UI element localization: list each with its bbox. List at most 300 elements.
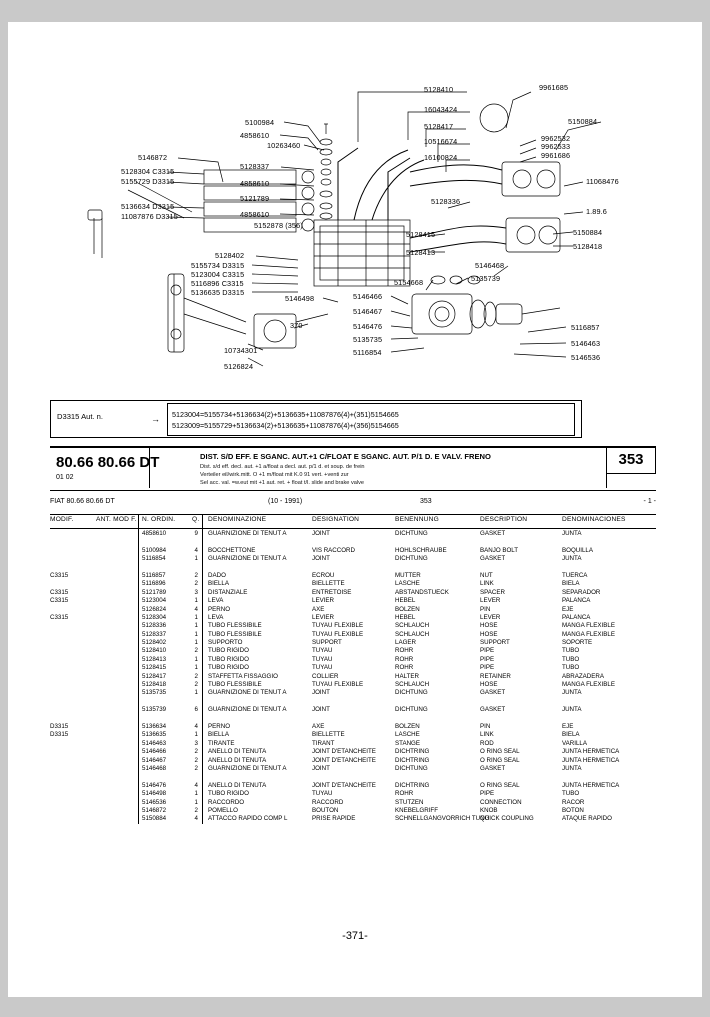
table-row	[50, 790, 656, 798]
cell-it: LEVA	[208, 613, 224, 621]
cell-de: ABSTANDSTUECK	[395, 588, 449, 596]
table-row	[50, 639, 656, 647]
cell-de: DICHTRING	[395, 781, 430, 789]
table-row	[50, 681, 656, 689]
col-q: Q.	[192, 516, 200, 523]
cell-en: BANJO BOLT	[480, 546, 519, 554]
cell-es: BIELA	[562, 580, 580, 588]
cell-q: 3	[194, 739, 198, 747]
cell-fr: AXE	[312, 722, 325, 730]
part-callout: 5128336	[431, 197, 461, 206]
cell-it: LEVA	[208, 597, 224, 605]
cell-q: 4	[194, 605, 198, 613]
cell-fr: JOINT D'ETANCHEITE	[312, 756, 376, 764]
cell-ord: 5136634	[142, 722, 167, 730]
cell-de: DICHTUNG	[395, 689, 428, 697]
assembly-description-fr: Dist. s/d eff. decl. aut. +1 a/float a decl. aut. p/1 d. et soup. de frein	[200, 464, 365, 470]
part-callout: 5116896 C3315	[191, 279, 244, 288]
page-margin-left	[0, 0, 8, 1017]
part-callout: 11087876 D3315	[121, 212, 178, 221]
cell-ord: 5146468	[142, 764, 167, 772]
cell-ord: 5146466	[142, 748, 167, 756]
part-callout: 5128413	[406, 248, 436, 257]
assembly-description-en: Sel acc. val. =w.eut mit +1 aut. ret. + float t/l. slide and brake valve	[200, 480, 365, 486]
cell-it: GUARNIZIONE DI TENUT A	[208, 530, 287, 537]
cell-en: GASKET	[480, 764, 506, 772]
cell-de: DICHTRING	[395, 748, 430, 756]
part-callout: 5150884	[568, 117, 598, 126]
cell-ord: 5146467	[142, 756, 167, 764]
cell-ord: 5126824	[142, 605, 167, 613]
exploded-parts-diagram	[8, 22, 702, 422]
part-callout: 9962533	[541, 142, 571, 151]
cell-it: TUBO RIGIDO	[208, 790, 249, 798]
cell-q: 4	[194, 815, 198, 823]
cell-mod: C3315	[50, 613, 69, 621]
part-callout: 11068476	[586, 177, 619, 186]
cell-q: 1	[194, 630, 198, 638]
part-callout: 5146466	[353, 292, 383, 301]
model-designation: 80.66 80.66 DT	[56, 454, 160, 471]
runhead-date: (10 - 1991)	[268, 498, 303, 505]
part-callout: 5146476	[353, 322, 383, 331]
cell-mod: C3315	[50, 571, 69, 579]
page-number: -371-	[342, 930, 368, 942]
cell-ord: 5146476	[142, 781, 167, 789]
cell-en: SPACER	[480, 588, 505, 596]
cell-fr: JOINT	[312, 530, 330, 537]
table-row	[50, 723, 656, 731]
cell-it: TIRANTE	[208, 739, 235, 747]
table-row	[50, 689, 656, 697]
cell-es: JUNTA	[562, 530, 582, 537]
part-callout: 5154668	[394, 278, 424, 287]
cell-en: KNOB	[480, 806, 498, 814]
table-row	[50, 773, 656, 781]
cell-es: SOPORTE	[562, 639, 593, 647]
table-row	[50, 580, 656, 588]
runhead-sheet: - 1 -	[643, 498, 656, 505]
cell-it: ATTACCO RAPIDO COMP L	[208, 815, 288, 823]
cell-es: JUNTA	[562, 689, 582, 697]
cell-q: 1	[194, 689, 198, 697]
cell-es: ABRAZADERA	[562, 672, 604, 680]
cell-de: DICHTUNG	[395, 706, 428, 714]
table-row	[50, 631, 656, 639]
part-callout: 5128417	[424, 122, 454, 131]
part-callout: 5128415	[406, 230, 436, 239]
cell-fr: JOINT D'ETANCHEITE	[312, 748, 376, 756]
cell-es: BOTON	[562, 806, 584, 814]
table-number-badge: 353	[606, 446, 656, 474]
cell-es: PALANCA	[562, 613, 591, 621]
cell-q: 4	[194, 546, 198, 554]
cell-en: GASKET	[480, 706, 506, 714]
cell-en: PIPE	[480, 647, 495, 655]
note-arrow-icon: →	[151, 414, 160, 424]
cell-es: TUERCA	[562, 571, 588, 579]
part-callout: 5128304 C3315	[121, 167, 175, 176]
cell-es: ATAQUE RAPIDO	[562, 815, 612, 823]
cell-q: 4	[194, 781, 198, 789]
cell-it: ANELLO DI TENUTA	[208, 756, 267, 764]
cell-ord: 5128417	[142, 672, 167, 680]
cell-es: EJE	[562, 722, 574, 730]
table-row	[50, 740, 656, 748]
table-row	[50, 698, 656, 706]
table-row	[50, 664, 656, 672]
table-row	[50, 538, 656, 546]
note-line-1: 5123004=5155734+5136634(2)+5136635+11087876(4)+(351)5154665	[172, 410, 399, 419]
cell-fr: ECROU	[312, 571, 335, 579]
cell-es: RACOR	[562, 798, 585, 806]
part-callout: 10734301	[224, 346, 258, 355]
table-row	[50, 606, 656, 614]
cell-de: SCHNELLGANGVORRICH TUNG	[395, 815, 490, 823]
cell-q: 1	[194, 622, 198, 630]
cell-de: HOHLSCHRAUBE	[395, 546, 447, 554]
cell-es: EJE	[562, 605, 574, 613]
cell-ord: 5116857	[142, 571, 166, 579]
cell-fr: JOINT	[312, 764, 330, 772]
cell-de: LAGER	[395, 639, 416, 647]
table-row	[50, 799, 656, 807]
cell-en: PIN	[480, 605, 491, 613]
cell-ord: 5146498	[142, 790, 167, 798]
cell-mod: C3315	[50, 588, 69, 596]
band-divider-1	[149, 446, 150, 488]
cell-fr: VIS RACCORD	[312, 546, 355, 554]
table-body	[50, 530, 656, 824]
cell-q: 4	[194, 722, 198, 730]
cell-es: VARILLA	[562, 739, 587, 747]
part-callout: 16043424	[424, 105, 458, 114]
cell-de: SCHLAUCH	[395, 681, 430, 689]
table-row	[50, 782, 656, 790]
cell-fr: TUYAU	[312, 647, 333, 655]
cell-fr: LEVIER	[312, 597, 335, 605]
cell-fr: BIELLETTE	[312, 580, 345, 588]
table-row	[50, 807, 656, 815]
part-callout: 5136634 D3315	[121, 202, 175, 211]
part-callout: 5155729 D3315	[121, 177, 175, 186]
cell-fr: JOINT	[312, 689, 330, 697]
cell-de: LASCHE	[395, 580, 420, 588]
cell-fr: TUYAU	[312, 655, 333, 663]
part-callout: 4858610	[240, 179, 270, 188]
cell-ord: 5128337	[142, 630, 167, 638]
part-callout: 10263460	[267, 141, 301, 150]
cell-q: 2	[194, 681, 198, 689]
cell-de: SCHLAUCH	[395, 630, 430, 638]
cell-es: JUNTA HERMETICA	[562, 781, 620, 789]
cell-ord: 5116854	[142, 555, 166, 563]
table-row	[50, 597, 656, 605]
band-divider-2	[606, 446, 607, 488]
cell-en: HOSE	[480, 681, 498, 689]
part-callout: 4858610	[240, 131, 270, 140]
cell-en: O RING SEAL	[480, 748, 520, 756]
part-callout: 5146872	[138, 153, 168, 162]
cell-fr: ENTRETOISE	[312, 588, 352, 596]
cell-fr: JOINT D'ETANCHEITE	[312, 781, 376, 789]
cell-es: JUNTA	[562, 555, 582, 563]
cell-fr: BOUTON	[312, 806, 339, 814]
cell-es: JUNTA HERMETICA	[562, 756, 620, 764]
cell-ord: 5146463	[142, 739, 167, 747]
cell-de: ROHR	[395, 790, 414, 798]
cell-it: GUARNIZIONE DI TENUT A	[208, 706, 287, 714]
cell-en: LINK	[480, 580, 494, 588]
part-callout: 5150884	[573, 228, 603, 237]
cell-q: 1	[194, 664, 198, 672]
table-header-row	[50, 514, 656, 528]
cell-es: SEPARADOR	[562, 588, 601, 596]
cell-fr: TIRANT	[312, 739, 335, 747]
model-variant-codes: 01 02	[56, 474, 74, 481]
part-callout: 9961685	[539, 83, 569, 92]
cell-it: POMELLO	[208, 806, 238, 814]
cell-es: JUNTA	[562, 764, 582, 772]
cell-en: PIPE	[480, 790, 495, 798]
cell-es: PALANCA	[562, 597, 591, 605]
cell-ord: 4858610	[142, 530, 167, 537]
cell-es: TUBO	[562, 647, 580, 655]
cell-es: BOQUILLA	[562, 546, 593, 554]
cell-it: PERNO	[208, 722, 231, 730]
cell-ord: 5135739	[142, 706, 167, 714]
table-row	[50, 614, 656, 622]
autonumber-note-box	[50, 400, 582, 438]
part-callout: 5128402	[215, 251, 245, 260]
col-description: DESCRIPTION	[480, 516, 528, 523]
part-callout: 5100984	[245, 118, 275, 127]
cell-q: 1	[194, 597, 198, 605]
cell-it: TUBO FLESSIBILE	[208, 622, 262, 630]
cell-fr: COLLIER	[312, 672, 339, 680]
cell-it: RACCORDO	[208, 798, 245, 806]
cell-ord: 5123004	[142, 597, 167, 605]
cell-de: HEBEL	[395, 597, 416, 605]
part-callout: 9962532	[541, 134, 571, 143]
col-modif: MODIF.	[50, 516, 74, 523]
col-n-ordin: N. ORDIN.	[142, 516, 176, 523]
table-row	[50, 589, 656, 597]
table-row	[50, 622, 656, 630]
cell-q: 6	[194, 706, 198, 714]
table-header-rule	[50, 528, 656, 529]
page-margin-top	[0, 0, 710, 22]
cell-it: GUARNIZIONE DI TENUT A	[208, 555, 287, 563]
cell-en: LINK	[480, 731, 494, 739]
cell-ord: 5100984	[142, 546, 167, 554]
cell-fr: TUYAU	[312, 790, 333, 798]
cell-it: TUBO RIGIDO	[208, 655, 249, 663]
cell-fr: TUYAU FLEXIBLE	[312, 630, 364, 638]
cell-en: GASKET	[480, 555, 506, 563]
cell-q: 2	[194, 571, 198, 579]
part-callout: 5135739	[471, 274, 501, 283]
cell-de: KNEBELGRIFF	[395, 806, 438, 814]
cell-ord: 5128413	[142, 655, 167, 663]
note-inner-box	[167, 403, 575, 436]
cell-en: GASKET	[480, 530, 506, 537]
cell-fr: SUPPORT	[312, 639, 342, 647]
cell-ord: 5146536	[142, 798, 167, 806]
part-callout: 5155734 D3315	[191, 261, 245, 270]
runhead-model: FIAT 80.66 80.66 DT	[50, 498, 115, 505]
cell-fr: TUYAU FLEXIBLE	[312, 622, 364, 630]
col-benennung: BENENNUNG	[395, 516, 439, 523]
cell-fr: LEVIER	[312, 613, 335, 621]
cell-fr: TUYAU	[312, 664, 333, 672]
table-col-rule-1	[138, 514, 139, 824]
cell-de: ROHR	[395, 664, 414, 672]
cell-q: 2	[194, 806, 198, 814]
part-callout: 10516674	[424, 137, 458, 146]
cell-q: 3	[194, 588, 198, 596]
runhead-table: 353	[420, 498, 432, 505]
cell-en: SUPPORT	[480, 639, 510, 647]
table-row	[50, 572, 656, 580]
cell-ord: 5128304	[142, 613, 167, 621]
cell-q: 2	[194, 580, 198, 588]
col-designation: DESIGNATION	[312, 516, 360, 523]
cell-it: GUARNIZIONE DI TENUT A	[208, 764, 287, 772]
cell-it: STAFFETTA FISSAGGIO	[208, 672, 278, 680]
col-ant-modif: ANT. MOD F.	[96, 516, 137, 523]
cell-it: PERNO	[208, 605, 231, 613]
cell-en: PIPE	[480, 655, 495, 663]
cell-en: RETAINER	[480, 672, 511, 680]
cell-mod: C3315	[50, 597, 69, 605]
cell-q: 9	[194, 530, 198, 537]
cell-q: 2	[194, 647, 198, 655]
table-row	[50, 715, 656, 723]
page-margin-bottom	[0, 997, 710, 1017]
cell-es: JUNTA	[562, 706, 582, 714]
cell-q: 2	[194, 672, 198, 680]
part-callout: 5128410	[424, 85, 454, 94]
part-callout: 5146536	[571, 353, 601, 362]
part-callout: 5116857	[571, 323, 600, 332]
part-callout: 5152878 (356)	[254, 221, 303, 230]
cell-es: MANGA FLEXIBLE	[562, 622, 615, 630]
assembly-description-it: DIST. S/D EFF. E SGANC. AUT.+1 C/FLOAT E SGANC. AUT. P/1 D. E VALV. FRENO	[200, 452, 491, 461]
cell-ord: 5116896	[142, 580, 166, 588]
table-row	[50, 731, 656, 739]
cell-ord: 5121789	[142, 588, 167, 596]
cell-it: BIELLA	[208, 731, 229, 739]
cell-en: NUT	[480, 571, 493, 579]
cell-de: DICHTUNG	[395, 530, 428, 537]
cell-ord: 5128415	[142, 664, 167, 672]
table-row	[50, 564, 656, 572]
part-callout: 4858610	[240, 210, 270, 219]
cell-en: GASKET	[480, 689, 506, 697]
cell-it: BIELLA	[208, 580, 229, 588]
cell-es: TUBO	[562, 664, 580, 672]
cell-en: LEVER	[480, 613, 501, 621]
cell-q: 1	[194, 731, 198, 739]
cell-it: TUBO RIGIDO	[208, 647, 249, 655]
cell-it: SUPPORTO	[208, 639, 243, 647]
cell-ord: 5128402	[142, 639, 167, 647]
cell-fr: BIELLETTE	[312, 731, 345, 739]
cell-de: STANGE	[395, 739, 420, 747]
table-row	[50, 647, 656, 655]
cell-q: 1	[194, 655, 198, 663]
table-row	[50, 706, 656, 714]
table-row	[50, 656, 656, 664]
cell-q: 2	[194, 748, 198, 756]
cell-es: MANGA FLEXIBLE	[562, 630, 615, 638]
cell-de: LASCHE	[395, 731, 420, 739]
col-denominazione: DENOMINAZIONE	[208, 516, 267, 523]
part-callout: 5126824	[224, 362, 254, 371]
col-denominaciones: DENOMINACIONES	[562, 516, 626, 523]
cell-mod: D3315	[50, 722, 69, 730]
part-callout: 5135735	[353, 335, 383, 344]
cell-mod: D3315	[50, 731, 69, 739]
cell-de: ROHR	[395, 655, 414, 663]
cell-ord: 5146872	[142, 806, 167, 814]
cell-fr: RACCORD	[312, 798, 344, 806]
cell-fr: PRISE RAPIDE	[312, 815, 356, 823]
part-callout: 370	[290, 321, 303, 330]
cell-es: TUBO	[562, 790, 580, 798]
cell-q: 2	[194, 756, 198, 764]
cell-en: LEVER	[480, 597, 501, 605]
cell-de: HEBEL	[395, 613, 416, 621]
cell-es: TUBO	[562, 655, 580, 663]
cell-q: 1	[194, 613, 198, 621]
catalog-sheet	[8, 22, 702, 997]
part-callout: 5146498	[285, 294, 315, 303]
table-row	[50, 555, 656, 563]
cell-en: HOSE	[480, 630, 498, 638]
table-row	[50, 748, 656, 756]
note-left-label: D3315 Aut. n.	[57, 412, 104, 421]
cell-it: BOCCHETTONE	[208, 546, 256, 554]
part-callout: 1.89.6	[586, 207, 607, 216]
cell-ord: 5128418	[142, 681, 167, 689]
part-callout: 5121789	[240, 194, 270, 203]
part-callout: 5128337	[240, 162, 270, 171]
cell-de: BOLZEN	[395, 722, 420, 730]
cell-es: MANGA FLEXIBLE	[562, 681, 615, 689]
cell-ord: 5128410	[142, 647, 167, 655]
assembly-description-de: Verteiler eil/wirk.mitt. O +1 m/float mit K.0 91 vert. +venti zur	[200, 472, 349, 478]
table-row	[50, 757, 656, 765]
cell-de: DICHTUNG	[395, 555, 428, 563]
part-callout: 5136635 D3315	[191, 288, 245, 297]
cell-en: CONNECTION	[480, 798, 522, 806]
part-callout: 5146463	[571, 339, 601, 348]
cell-q: 1	[194, 798, 198, 806]
cell-q: 1	[194, 639, 198, 647]
cell-it: TUBO FLESSIBILE	[208, 681, 262, 689]
cell-ord: 5135735	[142, 689, 167, 697]
cell-fr: JOINT	[312, 555, 330, 563]
cell-it: TUBO FLESSIBILE	[208, 630, 262, 638]
cell-it: GUARNIZIONE DI TENUT A	[208, 689, 287, 697]
cell-en: ROD	[480, 739, 494, 747]
cell-q: 1	[194, 790, 198, 798]
cell-fr: AXE	[312, 605, 325, 613]
cell-ord: 5136635	[142, 731, 167, 739]
cell-en: HOSE	[480, 622, 498, 630]
